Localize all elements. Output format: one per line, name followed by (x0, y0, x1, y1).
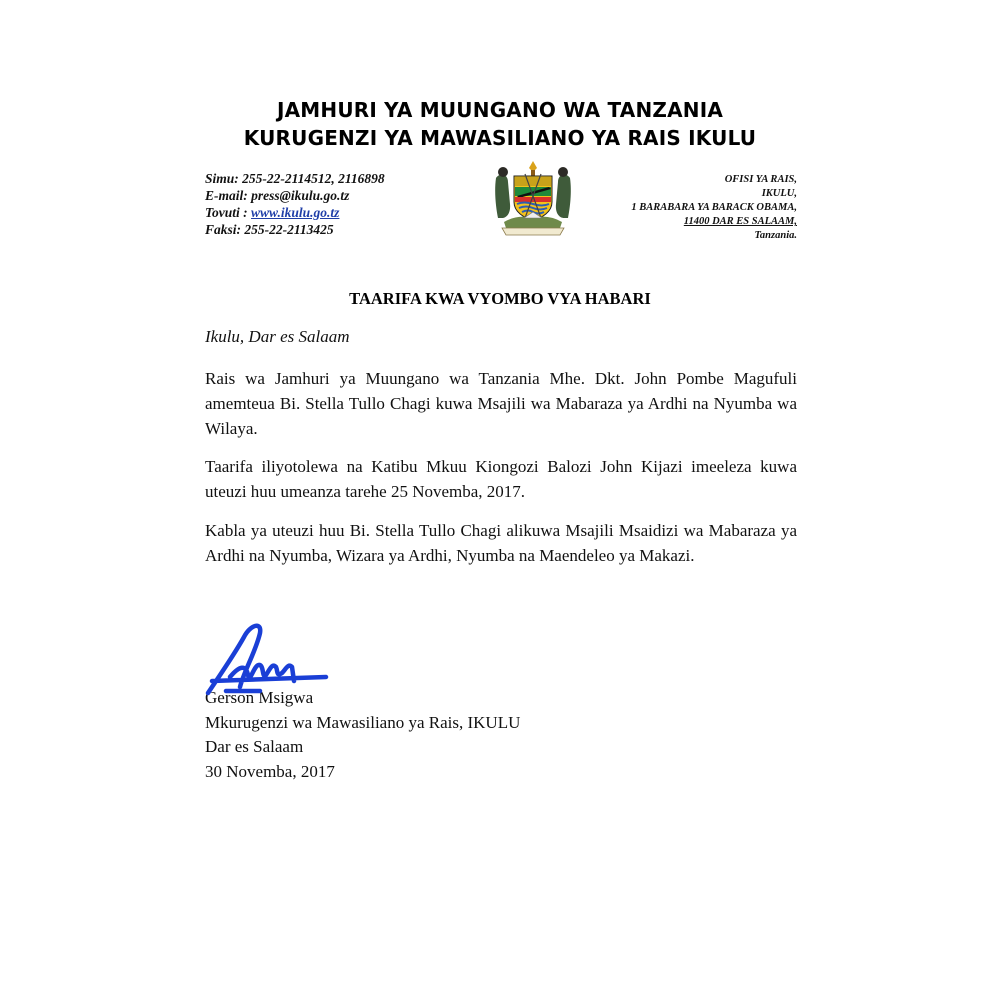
website-line (205, 204, 385, 221)
email-text: E-mail: press@ikulu.go.tz (205, 188, 350, 203)
document-heading: TAARIFA KWA VYOMBO VYA HABARI (349, 289, 651, 308)
website-label: Tovuti : (205, 205, 252, 220)
address-line2: IKULU, (761, 188, 797, 199)
place-line: Ikulu, Dar es Salaam (205, 327, 350, 346)
address-line1: OFISI YA RAIS, (724, 174, 797, 185)
paragraph-1: Rais wa Jamhuri ya Muungano wa Tanzania Mhe. Dkt. John Pombe Magufuli amemteua Bi. Stella Tullo Chagi kuwa Msajili wa Mabaraza ya Ardhi na Nyumba wa Wilaya. (205, 369, 797, 438)
signatory-date: 30 Novemba, 2017 (205, 761, 335, 781)
handwritten-signature (200, 615, 340, 705)
address-line4: 11400 DAR ES SALAAM, (683, 216, 797, 227)
fax-text: Faksi: 255-22-2113425 (205, 222, 334, 237)
signatory-name: Gerson Msigwa (205, 688, 314, 707)
letterhead-title-line2: KURUGENZI YA MAWASILIANO YA RAIS IKULU (243, 126, 757, 150)
letterhead-title-line1: JAMHURI YA MUUNGANO WA TANZANIA (276, 98, 724, 122)
address-block (567, 173, 797, 243)
phone-text: Simu: 255-22-2114512, 2116898 (205, 171, 385, 186)
contact-block (205, 170, 385, 238)
paragraph-2: Taarifa iliyotolewa na Katibu Mkuu Kiongozi Balozi John Kijazi imeeleza kuwa uteuzi huu umeanza tarehe 25 Novemba, 2017. (205, 457, 797, 501)
coat-of-arms-icon (490, 158, 576, 238)
website-link[interactable]: www.ikulu.go.tz (251, 205, 340, 220)
address-line3: 1 BARABARA YA BARACK OBAMA, (631, 202, 797, 213)
paragraph-3: Kabla ya uteuzi huu Bi. Stella Tullo Chagi alikuwa Msajili Msaidizi wa Mabaraza ya Ardhi na Nyumba, Wizara ya Ardhi, Nyumba na Maendeleo ya Makazi. (205, 521, 797, 565)
address-line5: Tanzania. (754, 230, 797, 241)
signatory-title: Mkurugenzi wa Mawasiliano ya Rais, IKULU (205, 712, 521, 732)
signatory-city: Dar es Salaam (205, 737, 304, 756)
